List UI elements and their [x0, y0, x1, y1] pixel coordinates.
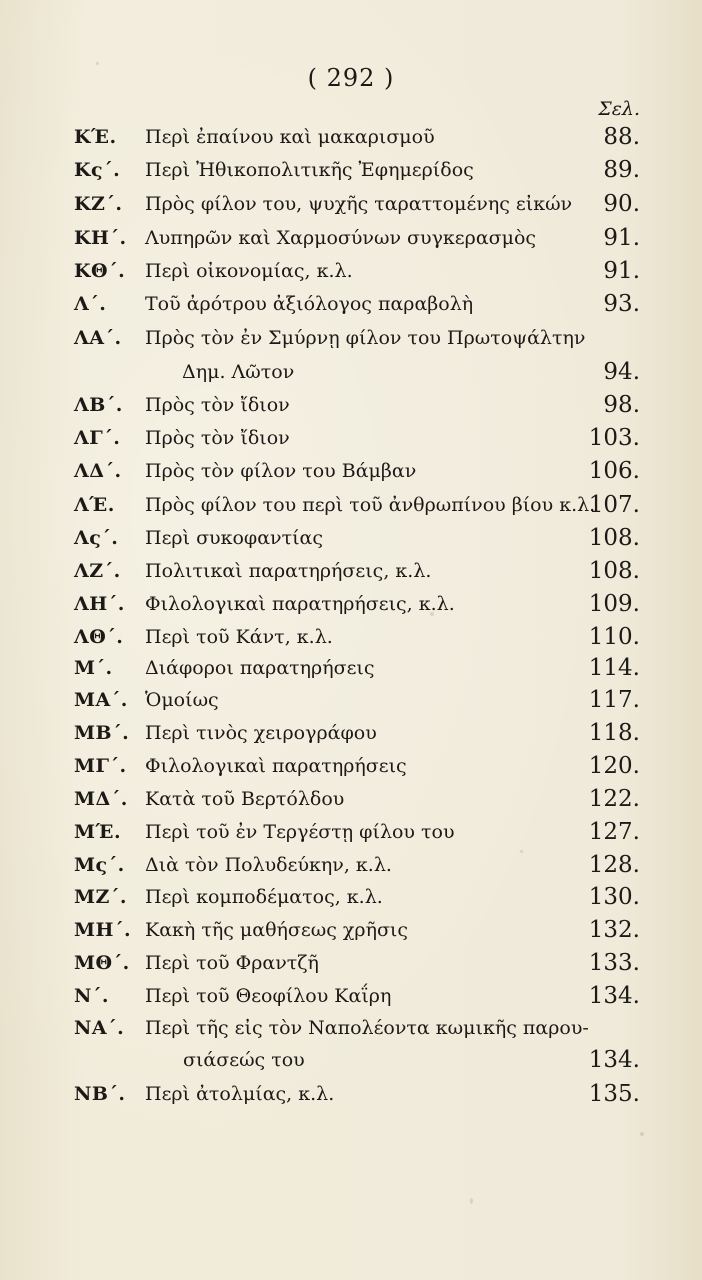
entry-number: Μ΄. — [74, 657, 113, 679]
toc-row — [0, 460, 702, 492]
toc-row — [0, 527, 702, 559]
entry-number: ΜΔ΄. — [74, 788, 128, 810]
entry-page: 98. — [603, 392, 640, 418]
entry-title: Πρὸς φίλον του, ψυχῆς ταραττομένης εἰκών — [145, 193, 573, 215]
entry-title: Κακὴ τῆς μαθήσεως χρῆσις — [145, 919, 409, 941]
entry-title: Πρὸς τὸν ἴδιον — [145, 394, 290, 416]
toc-row — [0, 427, 702, 459]
entry-number: ΝΑ΄. — [74, 1017, 125, 1039]
entry-page: 118. — [588, 720, 640, 746]
entry-page: 108. — [588, 525, 640, 551]
entry-number: Λ΄. — [74, 293, 107, 315]
entry-title: Περὶ τοῦ Θεοφίλου Καΐρη — [145, 985, 392, 1007]
entry-title: Κατὰ τοῦ Βερτόλδου — [145, 788, 345, 810]
entry-page: 120. — [588, 753, 640, 779]
entry-title: σιάσεώς του — [183, 1049, 305, 1071]
entry-page: 88. — [603, 124, 640, 150]
entry-number: ΛΈ. — [74, 494, 115, 516]
toc-row — [0, 1017, 702, 1049]
entry-title: Πρὸς τὸν φίλον του Βάμβαν — [145, 460, 417, 482]
entry-number: ΛΒ΄. — [74, 394, 123, 416]
entry-page: 93. — [603, 291, 640, 317]
entry-title: Περὶ τοῦ Κάντ, κ.λ. — [145, 626, 333, 648]
entry-number: ΜΓ΄. — [74, 755, 127, 777]
toc-row — [0, 755, 702, 787]
paper-spot — [520, 850, 523, 853]
entry-title: Περὶ συκοφαντίας — [145, 527, 324, 549]
entry-page: 90. — [603, 191, 640, 217]
toc-row-continuation — [0, 361, 702, 393]
entry-page: 107. — [588, 492, 640, 518]
entry-number: ΛΑ΄. — [74, 327, 122, 349]
toc-row — [0, 126, 702, 158]
entry-title: Πρὸς φίλον του περὶ τοῦ ἀνθρωπίνου βίου κ.λ. — [145, 494, 596, 516]
entry-number: ΛΖ΄. — [74, 560, 121, 582]
entry-title: Περὶ τινὸς χειρογράφου — [145, 722, 377, 744]
entry-title: Διὰ τὸν Πολυδεύκην, κ.λ. — [145, 854, 392, 876]
toc-row — [0, 227, 702, 259]
entry-title: Φιλολογικαὶ παρατηρήσεις — [145, 755, 407, 777]
toc-row — [0, 593, 702, 625]
toc-row — [0, 952, 702, 984]
entry-title: Διάφοροι παρατηρήσεις — [145, 657, 375, 679]
entry-title: Δημ. Λῶτον — [182, 361, 295, 383]
entry-number: ΜΖ΄. — [74, 886, 128, 908]
entry-number: ΚΘ΄. — [74, 260, 126, 282]
entry-title: Τοῦ ἀρότρου ἀξιόλογος παραβολὴ — [145, 293, 474, 315]
entry-number: ΛΔ΄. — [74, 460, 122, 482]
paper-spot — [96, 62, 99, 65]
entry-page: 132. — [588, 917, 640, 943]
paper-spot — [470, 1198, 473, 1204]
toc-row — [0, 886, 702, 918]
entry-page: 135. — [588, 1081, 640, 1107]
toc-row — [0, 494, 702, 526]
entry-page: 108. — [588, 558, 640, 584]
entry-title: Ὁμοίως — [145, 689, 219, 711]
entry-title: Πρὸς τὸν ἴδιον — [145, 427, 290, 449]
entry-page: 109. — [588, 591, 640, 617]
entry-title: Περὶ κομποδέματος, κ.λ. — [145, 886, 383, 908]
toc-row — [0, 919, 702, 951]
toc-row — [0, 626, 702, 658]
toc-row — [0, 657, 702, 689]
toc-row — [0, 821, 702, 853]
page-number: ( 292 ) — [307, 64, 395, 92]
entry-number: ΜΒ΄. — [74, 722, 130, 744]
entry-page: 122. — [588, 786, 640, 812]
entry-title: Πολιτικαὶ παρατηρήσεις, κ.λ. — [145, 560, 432, 582]
entry-number: ΚΖ΄. — [74, 193, 123, 215]
toc-row-continuation — [0, 1049, 702, 1081]
entry-page: 130. — [588, 884, 640, 910]
toc-row — [0, 854, 702, 886]
entry-number: ΜΘ΄. — [74, 952, 130, 974]
entry-page: 114. — [588, 655, 640, 681]
entry-title: Περὶ τοῦ Φραντζῆ — [145, 952, 319, 974]
toc-row — [0, 788, 702, 820]
toc-row — [0, 159, 702, 191]
entry-page: 134. — [588, 983, 640, 1009]
entry-number: ΛΗ΄. — [74, 593, 125, 615]
entry-page: 128. — [588, 852, 640, 878]
entry-page: 103. — [588, 425, 640, 451]
entry-title: Περὶ ἀτολμίας, κ.λ. — [145, 1083, 335, 1105]
paper-spot — [640, 1132, 644, 1136]
paper-spot — [430, 612, 434, 616]
entry-number: ΜΈ. — [74, 821, 122, 843]
toc-row — [0, 193, 702, 225]
page-column-header: Σελ. — [598, 98, 640, 120]
entry-title: Περὶ τοῦ ἐν Τεργέστῃ φίλου του — [145, 821, 455, 843]
entry-number: Ν΄. — [74, 985, 109, 1007]
toc-row — [0, 985, 702, 1017]
toc-row — [0, 689, 702, 721]
entry-title: Περὶ ἐπαίνου καὶ μακαρισμοῦ — [145, 126, 435, 148]
entry-page: 110. — [588, 624, 640, 650]
entry-page: 133. — [588, 950, 640, 976]
entry-title: Φιλολογικαὶ παρατηρήσεις, κ.λ. — [145, 593, 455, 615]
entry-number: ΛΘ΄. — [74, 626, 124, 648]
entry-number: ΜΗ΄. — [74, 919, 132, 941]
toc-row — [0, 327, 702, 359]
entry-page: 127. — [588, 819, 640, 845]
entry-title: Λυπηρῶν καὶ Χαρμοσύνων συγκερασμὸς — [145, 227, 537, 249]
entry-page: 134. — [588, 1047, 640, 1073]
entry-number: Λς΄. — [74, 527, 119, 549]
entry-number: ΛΓ΄. — [74, 427, 121, 449]
entry-page: 117. — [588, 687, 640, 713]
toc-row — [0, 560, 702, 592]
toc-row — [0, 293, 702, 325]
entry-title: Περὶ Ἠθικοπολιτικῆς Ἐφημερίδος — [145, 159, 474, 181]
entry-number: ΝΒ΄. — [74, 1083, 126, 1105]
entry-number: Κς΄. — [74, 159, 121, 181]
toc-row — [0, 1083, 702, 1115]
entry-page: 94. — [603, 359, 640, 385]
toc-row — [0, 260, 702, 292]
entry-title: Περὶ οἰκονομίας, κ.λ. — [145, 260, 353, 282]
entry-title: Περὶ τῆς εἰς τὸν Ναπολέοντα κωμικῆς παρου- — [145, 1017, 589, 1039]
entry-page: 89. — [603, 157, 640, 183]
entry-number: ΚΗ΄. — [74, 227, 127, 249]
toc-row — [0, 722, 702, 754]
entry-title: Πρὸς τὸν ἐν Σμύρνῃ φίλον του Πρωτοψάλτην — [145, 327, 586, 349]
entry-number: ΚΈ. — [74, 126, 117, 148]
entry-page: 91. — [603, 258, 640, 284]
entry-page: 91. — [603, 225, 640, 251]
entry-number: Μς΄. — [74, 854, 125, 876]
entry-page: 106. — [588, 458, 640, 484]
entry-number: ΜΑ΄. — [74, 689, 128, 711]
toc-row — [0, 394, 702, 426]
